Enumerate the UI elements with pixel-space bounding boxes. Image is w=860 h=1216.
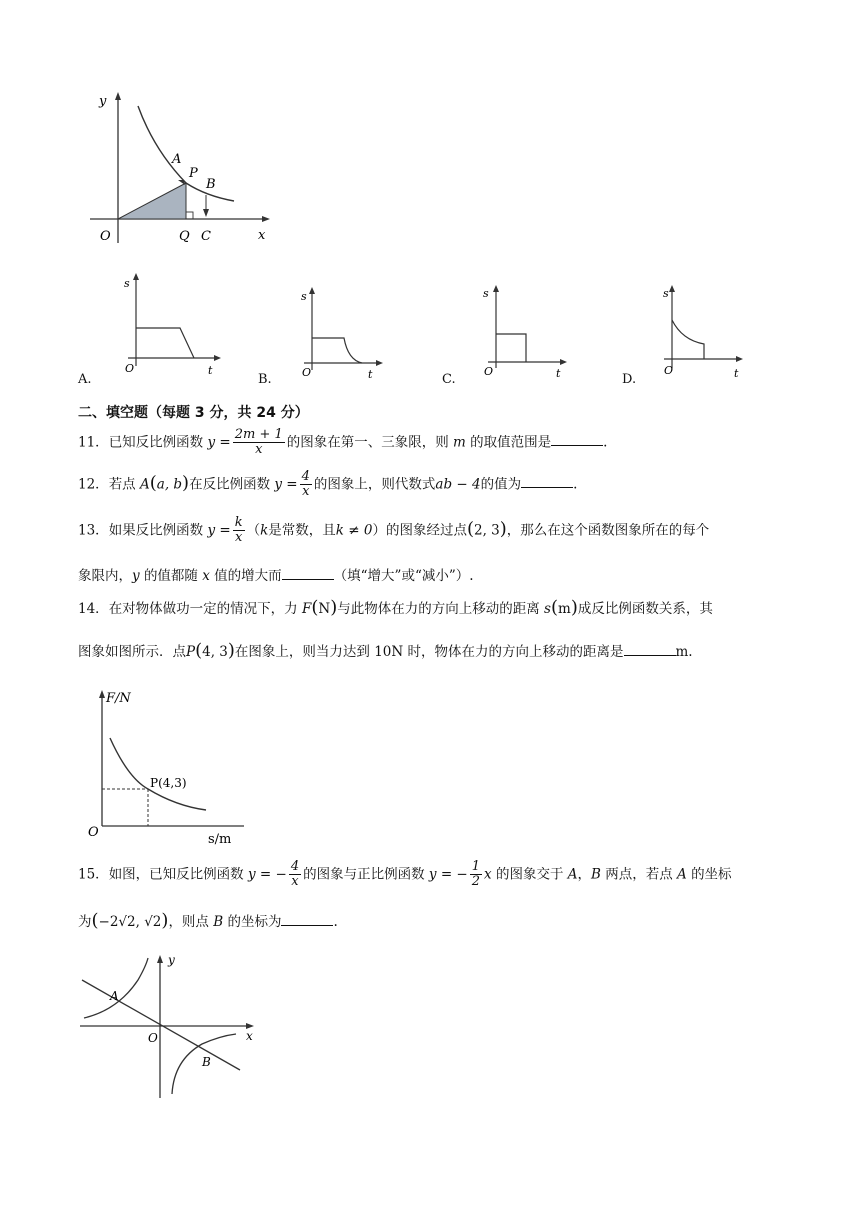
fig-point-c: C bbox=[201, 229, 211, 244]
option-d-letter: D. bbox=[622, 372, 637, 387]
option-b-graph bbox=[292, 280, 392, 382]
fig14-origin: O bbox=[88, 825, 99, 840]
option-c-letter: C. bbox=[442, 372, 456, 387]
question-14: 14．在对物体做功一定的情况下，力 F(N)与此物体在力的方向上移动的距离 s(m)成反比例函数关系，其 bbox=[78, 597, 713, 618]
option-d-graph bbox=[652, 278, 752, 380]
svg-text:t: t bbox=[734, 367, 739, 380]
svg-text:t: t bbox=[556, 367, 561, 380]
option-a-letter: A. bbox=[78, 372, 92, 387]
answer-blank bbox=[624, 654, 676, 656]
question-15-line-2: 为(−2√2, √2)，则点 B 的坐标为 . bbox=[78, 910, 338, 931]
fig-point-q: Q bbox=[179, 229, 190, 244]
fig-point-p: P bbox=[189, 166, 198, 181]
question-13: 13．如果反比例函数 y = $\frac{k}{x}$ （k是常数，且k ≠ 0）的图象经过点(2, 3)，那么在这个函数图象所在的每个 bbox=[78, 515, 710, 546]
fraction: $\frac{4}{x}$ bbox=[290, 859, 300, 890]
fraction: $\frac{4}{x}$ bbox=[301, 469, 310, 500]
option-b-letter: B. bbox=[258, 372, 272, 387]
svg-text:s: s bbox=[663, 287, 669, 300]
question-15: 15．如图，已知反比例函数 y = − $\frac{4}{x}$ 的图象与正比例函数 y = − $\frac{1}{2}$ x 的图象交于 A，B 两点，若点 A 的坐标 bbox=[78, 859, 732, 890]
svg-text:O: O bbox=[302, 366, 312, 379]
fraction: $\frac{1}{2}$ bbox=[471, 859, 481, 890]
fig-origin-label: O bbox=[100, 229, 111, 244]
fig14-point-p: P(4,3) bbox=[150, 776, 187, 790]
question-13-line-2: 象限内，y 的值都随 x 值的增大而 （填“增大”或“减小”）. bbox=[78, 568, 474, 584]
fraction: $\frac{k}{x}$ bbox=[234, 515, 243, 546]
fig15-y-label: y bbox=[168, 953, 175, 967]
answer-blank bbox=[551, 444, 603, 446]
svg-text:t: t bbox=[368, 368, 373, 381]
fig15-point-b: B bbox=[202, 1055, 211, 1069]
option-c-graph bbox=[476, 278, 576, 380]
svg-text:O: O bbox=[484, 365, 494, 378]
question-11: 11．已知反比例函数 y = $\frac{2m + 1}{x}$ 的图象在第一、三象限，则 m 的取值范围是 . bbox=[78, 427, 608, 458]
fig-point-a: A bbox=[172, 152, 182, 167]
fig-y-label: y bbox=[99, 94, 107, 109]
option-a-graph bbox=[110, 268, 230, 380]
svg-text:t: t bbox=[208, 364, 213, 377]
svg-text:O: O bbox=[664, 364, 674, 377]
answer-blank bbox=[281, 924, 333, 926]
area-figure bbox=[88, 88, 278, 248]
fig-point-b: B bbox=[206, 177, 216, 192]
fig14-x-label: s/m bbox=[208, 832, 232, 846]
fig-x-label: x bbox=[258, 228, 266, 243]
svg-text:s: s bbox=[483, 287, 489, 300]
question-14-line-2: 图象如图所示．点P(4, 3)在图象上，则当力达到 10N 时，物体在力的方向上移动的距离是 m. bbox=[78, 640, 693, 661]
answer-blank bbox=[521, 486, 573, 488]
svg-text:s: s bbox=[124, 277, 130, 290]
fig15-x-label: x bbox=[246, 1029, 253, 1043]
force-distance-figure bbox=[84, 686, 264, 846]
svg-text:O: O bbox=[125, 362, 135, 375]
question-12: 12．若点 A(a, b)在反比例函数 y = $\frac{4}{x}$ 的图象上，则代数式ab − 4的值为 . bbox=[78, 469, 578, 500]
answer-blank bbox=[282, 578, 334, 580]
svg-text:s: s bbox=[301, 290, 307, 303]
fig14-y-label: F/N bbox=[106, 691, 131, 706]
fig15-point-a: A bbox=[110, 989, 119, 1003]
intersection-figure bbox=[78, 952, 258, 1102]
fraction: $\frac{2m + 1}{x}$ bbox=[234, 427, 283, 458]
section-title: 二、填空题（每题 3 分，共 24 分） bbox=[78, 405, 309, 421]
fig15-origin: O bbox=[148, 1031, 158, 1045]
